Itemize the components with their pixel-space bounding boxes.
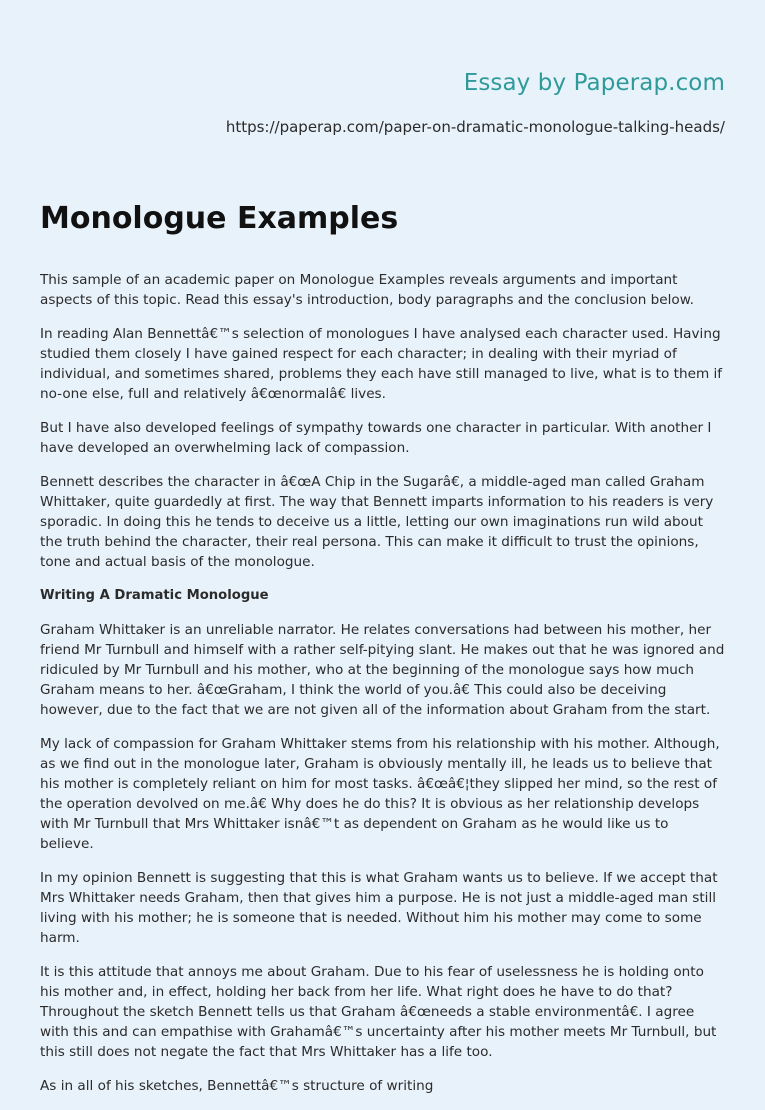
paragraph: This sample of an academic paper on Monologue Examples reveals arguments and important aspects of this topic. Read this essay's introduction, body paragraphs and the conclusion below. [40,272,694,308]
paragraph: In reading Alan Bennettâ€™s selection of monologues I have analysed each character used. Having studied them closely I have gained respect for each character; in dealing with their myriad of individual, and sometimes shared, problems they each have still managed to live, what is to them if no-one else, full and relatively â€œnormalâ€ lives. [40,326,723,402]
paragraph: It is this attitude that annoys me about Graham. Due to his fear of uselessness he is holding onto his mother and, in effect, holding her back from her life. What right does he have to do that? Throughout the sketch Bennett tells us that Graham â€œneeds a stable environmentâ€. I agree with this and can empathise with Grahamâ€™s uncertainty after his mother meets Mr Turnbull, but this still does not negate the fact that Mrs Whittaker has a life too. [40,964,717,1060]
paragraph: My lack of compassion for Graham Whittaker stems from his relationship with his mother. Although, as we find out in the monologue later, Graham is obviously mentally ill, he leads us to believe that his mother is completely reliant on him for most tasks. â€œâ€¦they slipped her mind, so the rest of the operation devolved on me.â€ Why does he do this? It is obvious as her relationship develops with Mr Turnbull that Mrs Whittaker isnâ€™t as dependent on Graham as he would like us to believe. [40,736,720,852]
paragraph: But I have also developed feelings of sympathy towards one character in particular. With another I have developed an overwhelming lack of compassion. [40,420,712,456]
paragraph: Bennett describes the character in â€œA Chip in the Sugarâ€, a middle-aged man called Graham Whittaker, quite guardedly at first. The way that Bennett imparts information to his readers is very sporadic. In doing this he tends to deceive us a little, letting our own imaginations run wild about the truth behind the character, their real persona. This can make it difficult to trust the opinions, tone and actual basis of the monologue. [40,474,714,570]
paragraph: In my opinion Bennett is suggesting that this is what Graham wants us to believe. If we accept that Mrs Whittaker needs Graham, then that gives him a purpose. He is not just a middle-aged man still living with his mother; he is someone that is needed. Without him his mother may come to some harm. [40,870,718,946]
paragraph: Graham Whittaker is an unreliable narrator. He relates conversations had between his mother, her friend Mr Turnbull and himself with a rather self-pitying slant. He makes out that he was ignored and ridiculed by Mr Turnbull and his mother, who at the beginning of the monologue says how much Graham means to her. â€œGraham, I think the world of you.â€ This could also be deceiving however, due to the fact that we are not given all of the information about Graham from the start. [40,622,725,718]
paragraph: As in all of his sketches, Bennettâ€™s structure of writing [40,1078,434,1094]
site-brand[interactable]: Essay by Paperap.com [463,70,725,96]
page-title: Monologue Examples [40,201,399,236]
section-heading: Writing A Dramatic Monologue [40,588,269,603]
page-url[interactable]: https://paperap.com/paper-on-dramatic-monologue-talking-heads/ [225,118,725,136]
essay-body [40,270,725,1096]
